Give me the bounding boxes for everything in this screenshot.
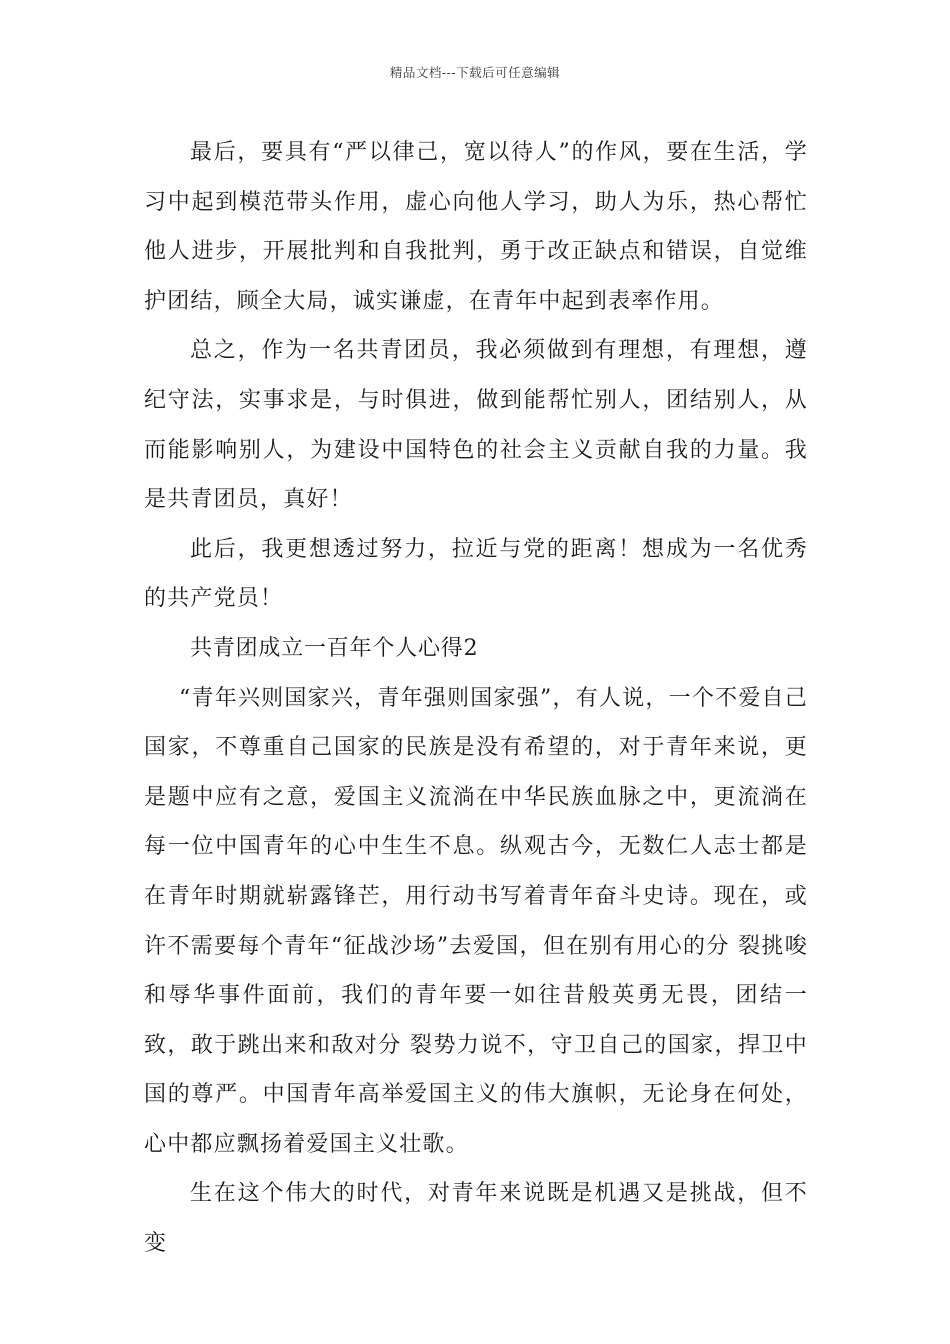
paragraph-4: “青年兴则国家兴，青年强则国家强”，有人说，一个不爱自己国家，不尊重自己国家的民族是没有希望的，对于青年来说，更是题中应有之意，爱国主义流淌在中华民族血脉之中，更流淌在每一位中国青年的心中生生不息。纵观古今，无数仁人志士都是在青年时期就崭露锋芒，用行动书写着青年奋斗史诗。现在，或许不需要每个青年“征战沙场”去爱国，但在别有用心的分 裂挑唆和辱华事件面前，我们的青年要一如往昔般英勇无畏，团结一致，敢于跳出来和敌对分 裂势力说不，守卫自己的国家，捍卫中国的尊严。中国青年高举爱国主义的伟大旗帜，无论身在何处，心中都应飘扬着爱国主义壮歌。: [144, 685, 808, 1157]
paragraph-3: 此后，我更想透过努力，拉近与党的距离！想成为一名优秀的共产党员！: [144, 536, 808, 612]
paragraph-2: 总之，作为一名共青团员，我必须做到有理想，有理想，遵纪守法，实事求是，与时俱进，做到能帮忙别人，团结别人，从而能影响别人，为建设中国特色的社会主义贡献自我的力量。我是共青团员，真好！: [144, 338, 808, 513]
paragraph-1: 最后，要具有“严以律己，宽以待人”的作风，要在生活，学习中起到模范带头作用，虚心向他人学习，助人为乐，热心帮忙他人进步，开展批判和自我批判，勇于改正缺点和错误，自觉维护团结，顾全大局，诚实谦虚，在青年中起到表率作用。: [144, 140, 808, 314]
section-heading: 共青团成立一百年个人心得2: [190, 635, 479, 661]
page-header: 精品文档---下载后可任意编辑: [389, 65, 561, 80]
document-body: [144, 128, 808, 1269]
paragraph-5: 生在这个伟大的时代，对青年来说既是机遇又是挑战，但不变: [144, 1181, 808, 1257]
